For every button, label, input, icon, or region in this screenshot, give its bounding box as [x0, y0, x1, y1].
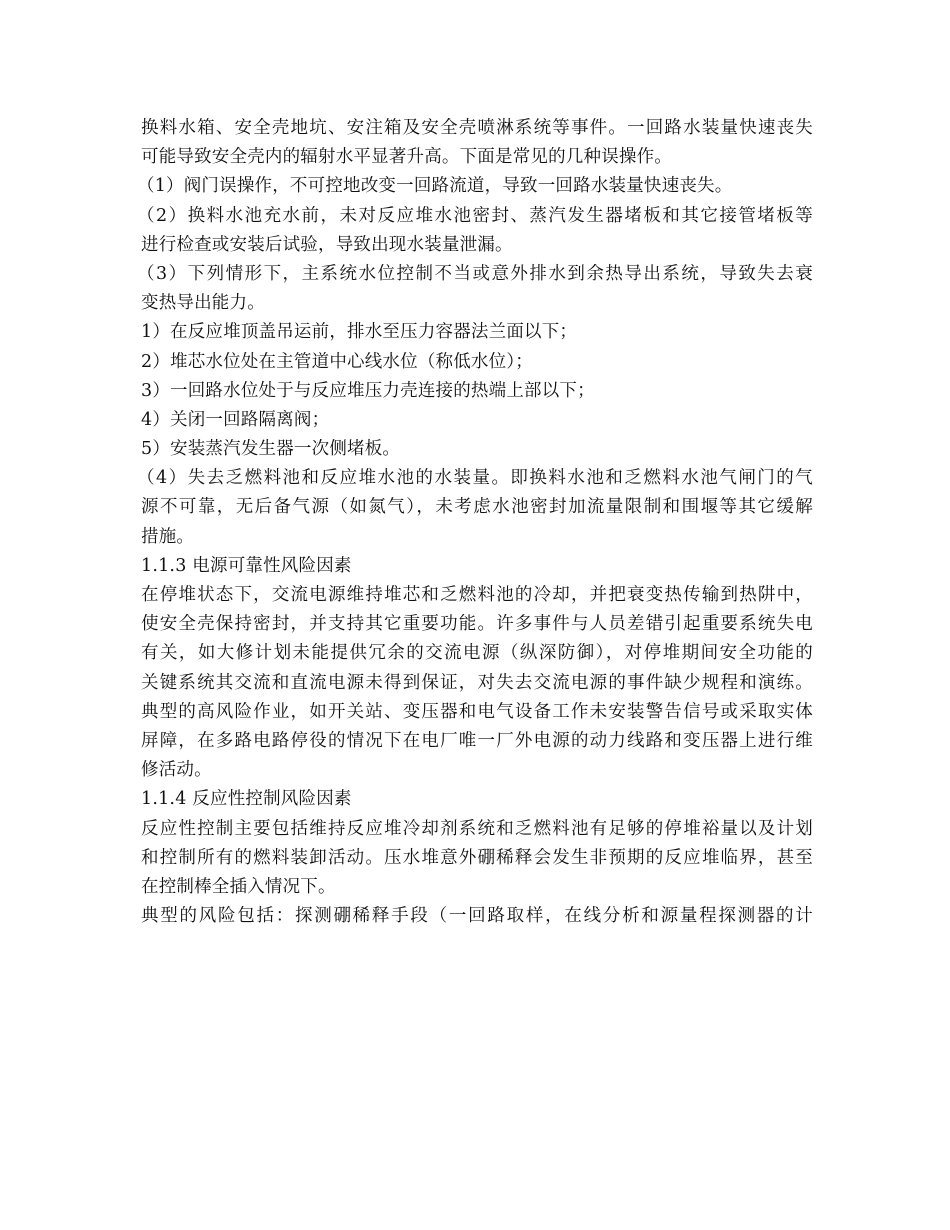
- text-line: 和控制所有的燃料装卸活动。压水堆意外硼稀释会发生非预期的反应堆临界，甚至: [141, 847, 813, 868]
- text-line: 反应性控制主要包括维持反应堆冷却剂系统和乏燃料池有足够的停堆裕量以及计划: [141, 818, 813, 839]
- text-line: 措施。: [141, 526, 195, 547]
- text-line: 3）一回路水位处于与反应堆压力壳连接的热端上部以下；: [141, 380, 595, 401]
- text-line: 典型的风险包括：探测硼稀释手段（一回路取样，在线分析和源量程探测器的计: [141, 906, 813, 927]
- text-line: 5）安装蒸汽发生器一次侧堵板。: [141, 439, 401, 460]
- text-line: 有关，如大修计划未能提供冗余的交流电源（纵深防御），对停堆期间安全功能的: [141, 643, 813, 664]
- text-line: 典型的高风险作业，如开关站、变压器和电气设备工作未安装警告信号或采取实体: [141, 701, 813, 722]
- text-line: 源不可靠，无后备气源（如氮气），未考虑水池密封加流量限制和围堰等其它缓解: [141, 497, 813, 518]
- text-line: 修活动。: [141, 760, 212, 781]
- text-line: 使安全壳保持密封，并支持其它重要功能。许多事件与人员差错引起重要系统失电: [141, 614, 813, 635]
- text-line: 变热导出能力。: [141, 293, 265, 314]
- text-line: 屏障，在多路电路停役的情况下在电厂唯一厂外电源的动力线路和变压器上进行维: [141, 730, 813, 751]
- text-line: 1.1.4 反应性控制风险因素: [141, 789, 352, 810]
- text-line: （1）阀门误操作，不可控地改变一回路流道，导致一回路水装量快速丧失。: [137, 176, 733, 197]
- text-line: 在控制棒全插入情况下。: [141, 876, 336, 897]
- text-line: 1）在反应堆顶盖吊运前，排水至压力容器法兰面以下；: [141, 322, 578, 343]
- text-line: 2）堆芯水位处在主管道中心线水位（称低水位）；: [141, 351, 533, 372]
- text-line: 关键系统其交流和直流电源未得到保证，对失去交流电源的事件缺少规程和演练。: [141, 672, 813, 693]
- text-line: 换料水箱、安全壳地坑、安注箱及安全壳喷淋系统等事件。一回路水装量快速丧失: [141, 118, 813, 138]
- text-line: （3）下列情形下，主系统水位控制不当或意外排水到余热导出系统，导致失去衰: [137, 263, 813, 284]
- text-line: 在停堆状态下，交流电源维持堆芯和乏燃料池的冷却，并把衰变热传输到热阱中，: [141, 585, 813, 605]
- text-line: 进行检查或安装后试验，导致出现水装量泄漏。: [141, 234, 513, 255]
- text-line: 1.1.3 电源可靠性风险因素: [141, 555, 352, 576]
- text-line: （2）换料水池充水前，未对反应堆水池密封、蒸汽发生器堵板和其它接管堵板等: [137, 205, 813, 226]
- text-line: 4）关闭一回路隔离阀；: [141, 409, 330, 430]
- text-line: 可能导致安全壳内的辐射水平显著升高。下面是常见的几种误操作。: [141, 147, 672, 168]
- document-body: [137, 114, 813, 931]
- text-line: （4）失去乏燃料池和反应堆水池的水装量。即换料水池和乏燃料水池气闸门的气: [137, 468, 813, 489]
